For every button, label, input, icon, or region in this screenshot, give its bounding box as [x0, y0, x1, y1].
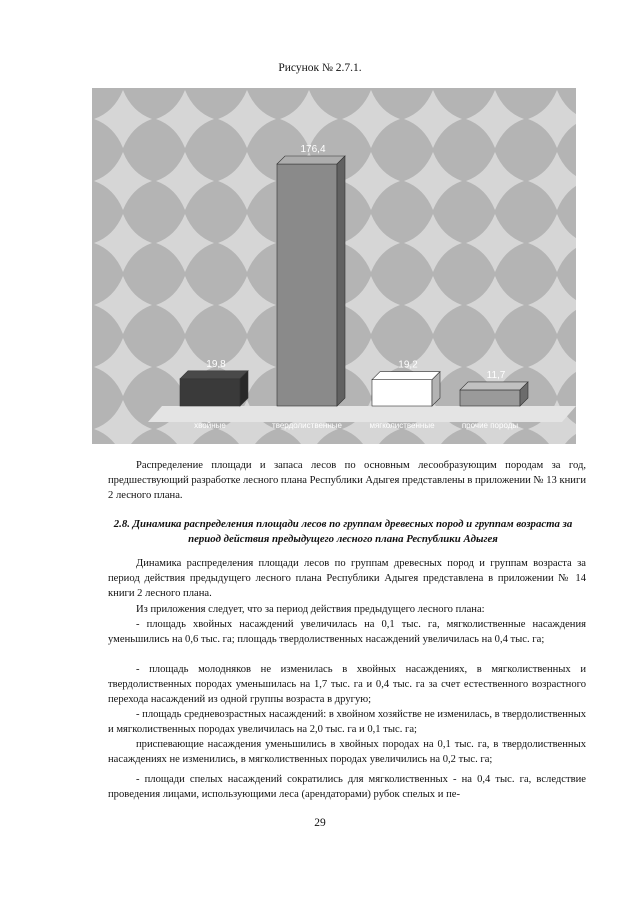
paragraph-dynamics: Динамика распределения площади лесов по группам древесных пород и группам возраста за период действия предыдущего лесного плана Республики Адыгея представлена в приложении № 14 книги 2 лесного плана. — [108, 558, 586, 600]
list-item-conifer: - площадь хвойных насаждений увеличилась на 0,1 тыс. га, мягколиственные насаждения уменьшились на 0,6 тыс. га; площадь твердолиственных насаждений увеличилась на 0,4 тыс. га; — [108, 619, 586, 646]
value-label: 19,8 — [206, 358, 226, 370]
bar-2 — [277, 156, 345, 406]
category-label: хвойные — [194, 421, 226, 430]
category-label: прочие породы — [461, 421, 519, 430]
bar-1 — [180, 371, 248, 406]
bar-chart-svg — [92, 88, 576, 444]
value-label: 176,4 — [300, 144, 326, 155]
bar-4 — [460, 382, 528, 406]
paragraph-distribution: Распределение площади и запаса лесов по основным лесообразующим породам за год, предшествующий разработке лесного плана Республики Адыгея представлены в приложении № 13 книги 2 лесного плана. — [108, 460, 586, 502]
list-item-premature: приспевающие насаждения уменьшились в хвойных породах на 0,1 тыс. га, в твердолиственных насаждениях не изменились, в мягколиственных породах увеличились на 0,2 тыс. га; — [108, 739, 586, 766]
list-item-mature: - площади спелых насаждений сократились для мягколиственных - на 0,4 тыс. га, вследствие проведения лицами, использующими леса (арендаторами) рубок спелых и пе- — [108, 774, 586, 801]
chart-floor — [148, 406, 576, 422]
page-number: 29 — [314, 817, 326, 829]
bar-3 — [372, 372, 440, 406]
list-item-young-stands: - площадь молодняков не изменилась в хвойных насаждениях, в мягколиственных и твердолиственных породах уменьшилась на 1,7 тыс. га и 0,4 тыс. га за счет естественного возрастного перехода насаждений из одной группы возраста в другую; — [108, 664, 586, 706]
value-label: 11,7 — [486, 369, 506, 381]
paragraph-appendix: Из приложения следует, что за период действия предыдущего лесного плана: — [136, 604, 485, 615]
figure-caption: Рисунок № 2.7.1. — [278, 62, 362, 74]
section-heading: 2.8. Динамика распределения площади лесов по группам древесных пород и группам возраста за период действия предыдущего лесного плана Республики Адыгея — [113, 518, 573, 546]
bar-chart — [92, 88, 576, 444]
category-label: мягколиственные — [369, 421, 435, 430]
value-label: 19,2 — [398, 359, 418, 371]
list-item-middle-aged: - площадь средневозрастных насаждений: в хвойном хозяйстве не изменилась, в твердолиственных и мягколиственных породах увеличилась на 2,0 тыс. га и 0,1 тыс. га; — [108, 709, 586, 736]
category-label: твердолиственные — [272, 421, 342, 430]
